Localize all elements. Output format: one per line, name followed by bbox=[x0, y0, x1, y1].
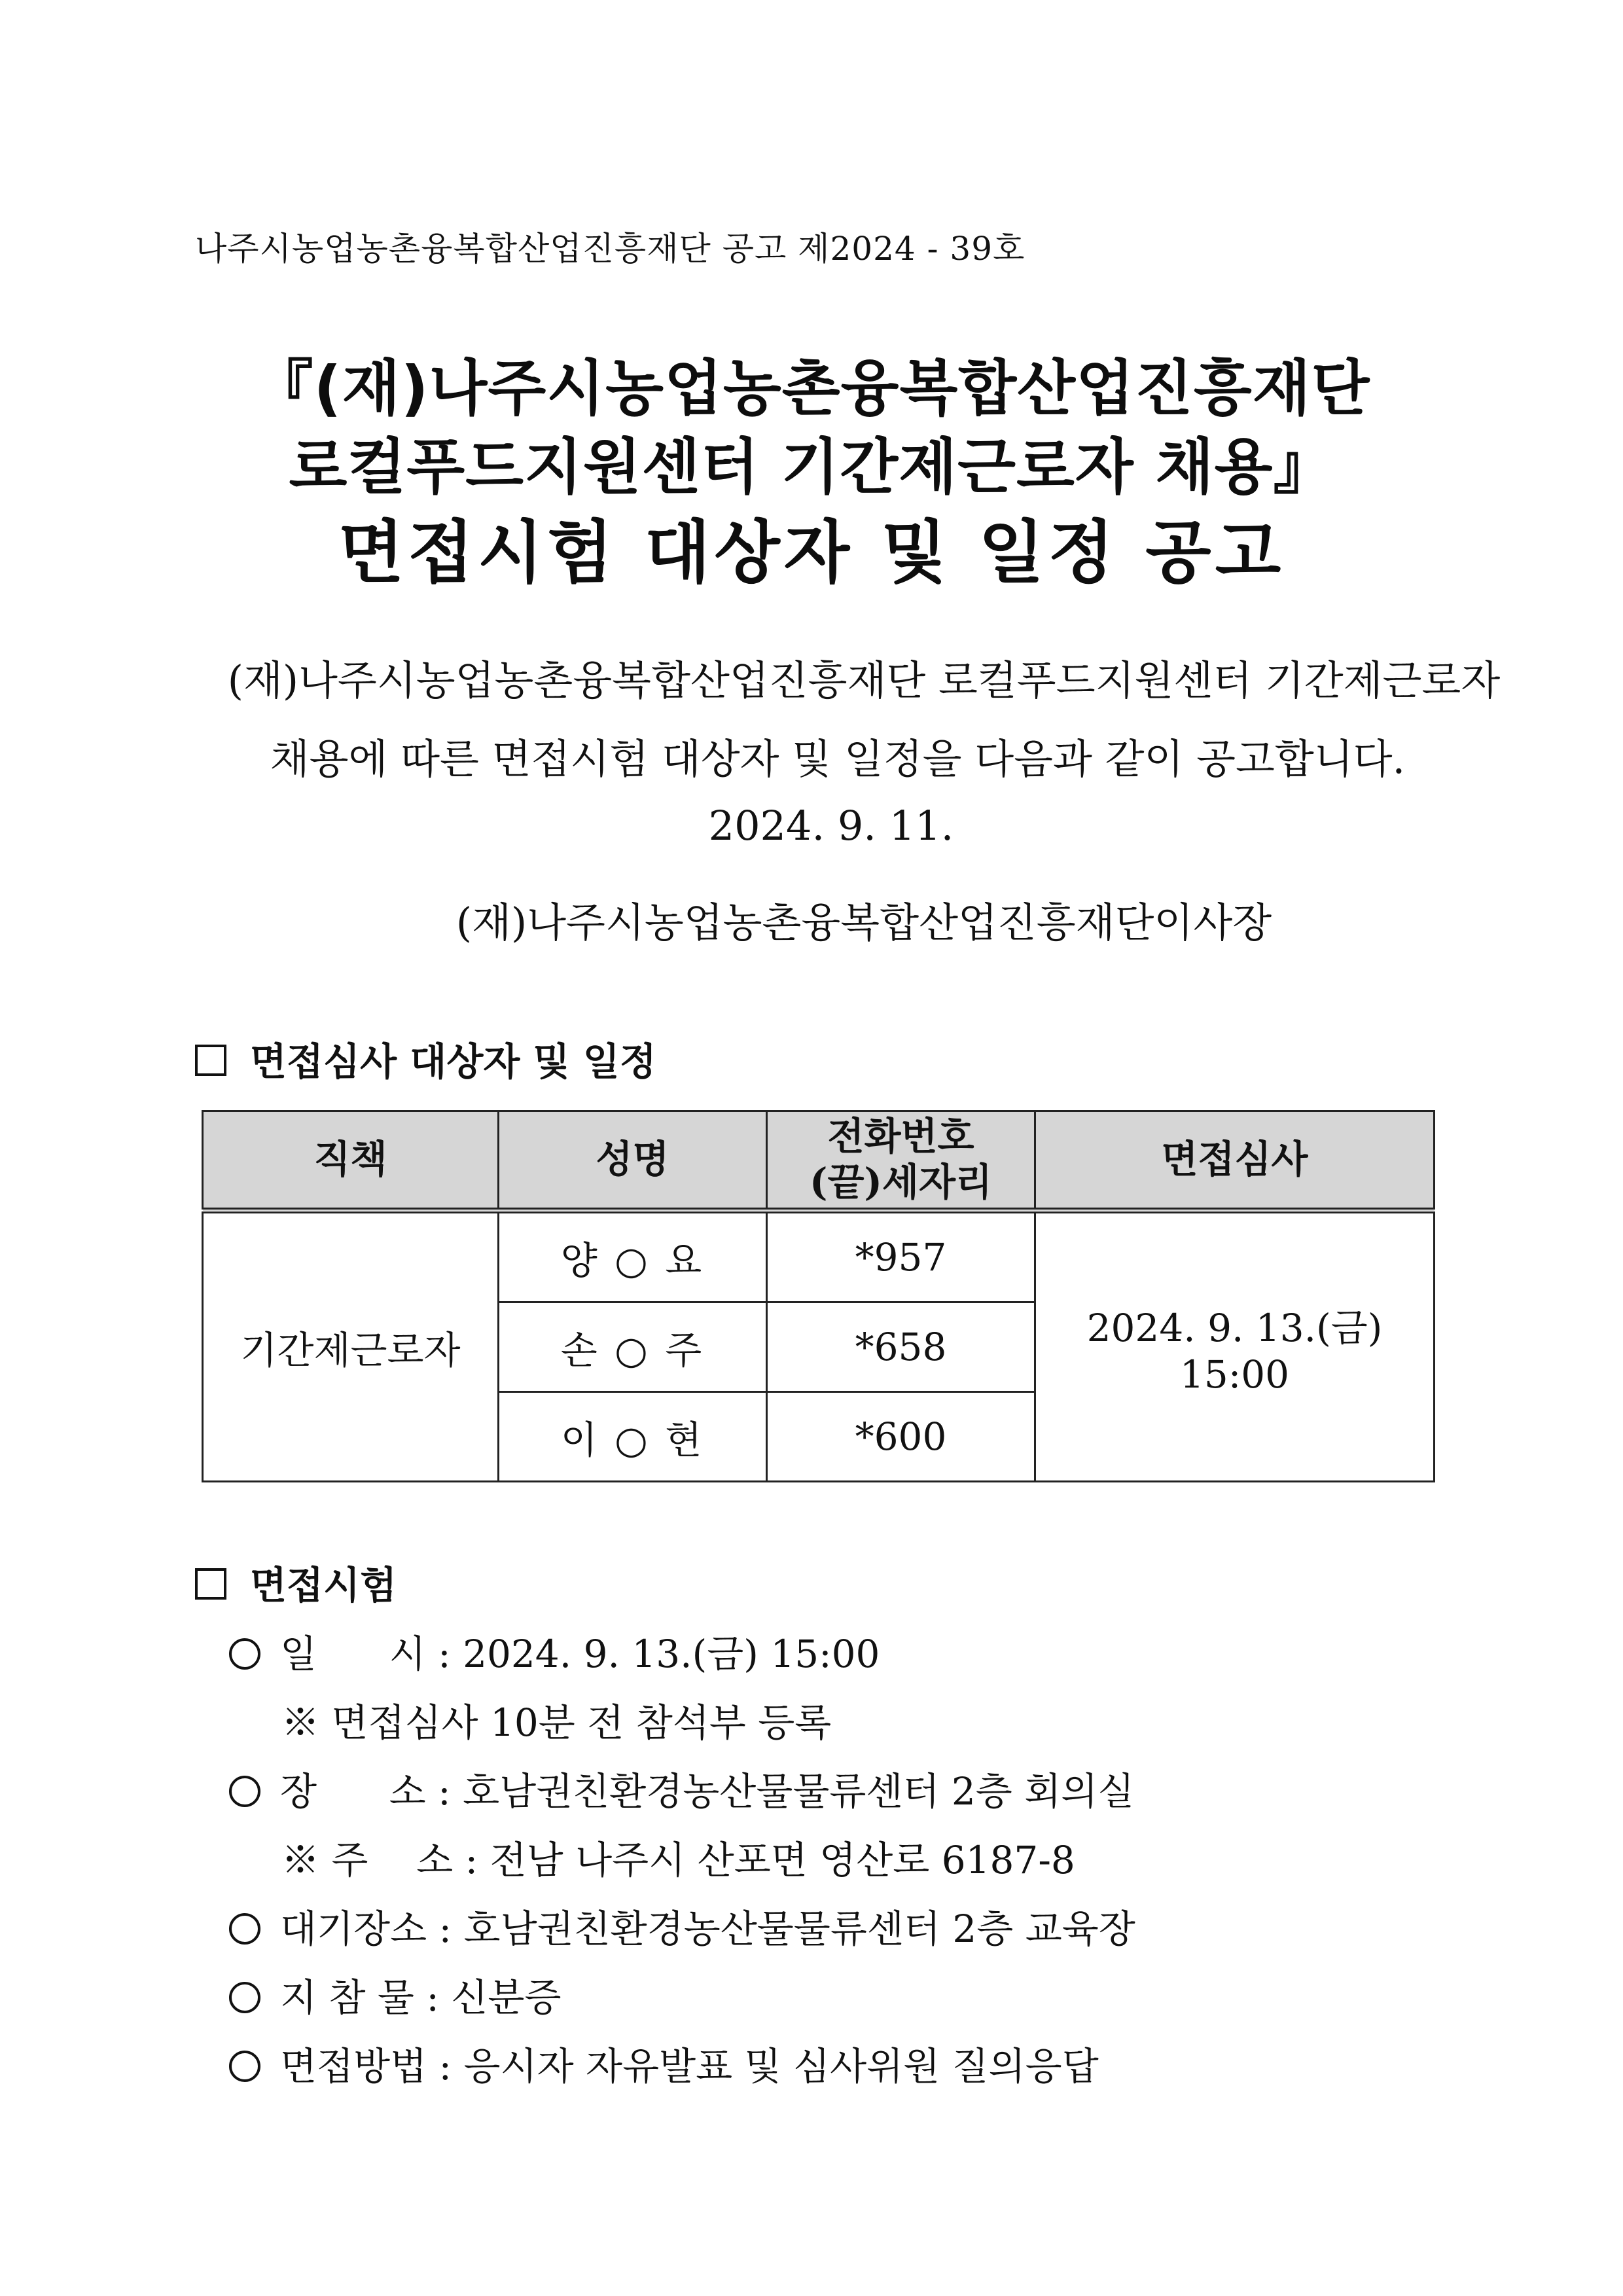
list-note-registration: ※ 면접심사 10분 전 참석부 등록 bbox=[281, 1700, 832, 1745]
list-item-items-to-bring bbox=[229, 1967, 561, 2022]
phone-cell: *957 bbox=[767, 1211, 1035, 1302]
item-value: : 호남권친환경농산물물류센터 2층 교육장 bbox=[427, 1907, 1135, 1951]
table-row bbox=[203, 1211, 1435, 1302]
name-cell: 손 ○ 주 bbox=[499, 1302, 767, 1392]
circle-bullet-icon bbox=[229, 1982, 260, 2013]
list-item-interview-method bbox=[229, 2036, 1099, 2090]
list-item-waiting-room bbox=[229, 1898, 1135, 1953]
header-phone-line1: 전화번호 bbox=[827, 1114, 974, 1159]
header-phone-line2: (끝)세자리 bbox=[810, 1160, 992, 1204]
checkbox-square-icon bbox=[195, 1045, 226, 1076]
circle-bullet-icon bbox=[229, 1638, 260, 1670]
item-value: : 2024. 9. 13.(금) 15:00 bbox=[425, 1632, 880, 1676]
item-value: : 신분증 bbox=[414, 1975, 562, 2020]
name-cell: 양 ○ 요 bbox=[499, 1211, 767, 1302]
title-line-3: 면접시험 대상자 및 일정 공고 bbox=[338, 512, 1285, 592]
header-position: 직책 bbox=[203, 1111, 499, 1211]
list-note-address: ※ 주 소 : 전남 나주시 산포면 영산로 6187-8 bbox=[281, 1838, 1075, 1882]
issuer: (재)나주시농업농촌융복합산업진흥재단이사장 bbox=[455, 899, 1272, 946]
item-label: 대기장소 bbox=[280, 1907, 427, 1951]
item-label: 지 참 물 bbox=[280, 1975, 414, 2020]
section-heading-interview bbox=[195, 1554, 397, 1609]
table-header-row bbox=[203, 1111, 1435, 1211]
item-value: : 호남권친환경농산물물류센터 2층 회의실 bbox=[425, 1769, 1135, 1814]
header-interview: 면접심사 bbox=[1035, 1111, 1435, 1211]
intro-line-1: (재)나주시농업농촌융복합산업진흥재단 로컬푸드지원센터 기간제근로자 bbox=[227, 656, 1501, 704]
title-line-2: 로컬푸드지원센터 기간제근로자 채용』 bbox=[289, 432, 1334, 502]
interview-time-cell: 2024. 9. 13.(금) 15:00 bbox=[1035, 1211, 1435, 1482]
circle-bullet-icon bbox=[229, 1913, 260, 1945]
section-heading-text: 면접시험 bbox=[250, 1563, 397, 1607]
header-phone bbox=[767, 1111, 1035, 1211]
intro-line-2: 채용에 따른 면접시험 대상자 및 일정을 다음과 같이 공고합니다. bbox=[270, 735, 1406, 783]
circle-bullet-icon bbox=[229, 2051, 260, 2082]
position-cell: 기간제근로자 bbox=[203, 1211, 499, 1482]
item-label: 일 시 bbox=[280, 1632, 426, 1676]
section-heading-schedule bbox=[195, 1031, 656, 1086]
notice-date: 2024. 9. 11. bbox=[708, 802, 954, 850]
name-cell: 이 ○ 현 bbox=[499, 1392, 767, 1482]
item-value: : 응시자 자유발표 및 심사위원 질의응답 bbox=[427, 2044, 1099, 2089]
item-label: 면접방법 bbox=[280, 2044, 427, 2089]
item-label: 장 소 bbox=[280, 1769, 426, 1814]
circle-bullet-icon bbox=[229, 1776, 260, 1807]
title-line-1: 『(재)나주시농업농촌융복합산업진흥재단 bbox=[253, 353, 1370, 423]
header-name: 성명 bbox=[499, 1111, 767, 1211]
list-item-location bbox=[229, 1761, 1134, 1816]
phone-cell: *658 bbox=[767, 1302, 1035, 1392]
notice-number: 나주시농업농촌융복합산업진흥재단 공고 제2024 - 39호 bbox=[195, 230, 1026, 268]
phone-cell: *600 bbox=[767, 1392, 1035, 1482]
checkbox-square-icon bbox=[195, 1568, 226, 1600]
list-item-datetime bbox=[229, 1623, 880, 1678]
interview-schedule-table bbox=[202, 1110, 1435, 1482]
section-heading-text: 면접심사 대상자 및 일정 bbox=[250, 1039, 656, 1084]
